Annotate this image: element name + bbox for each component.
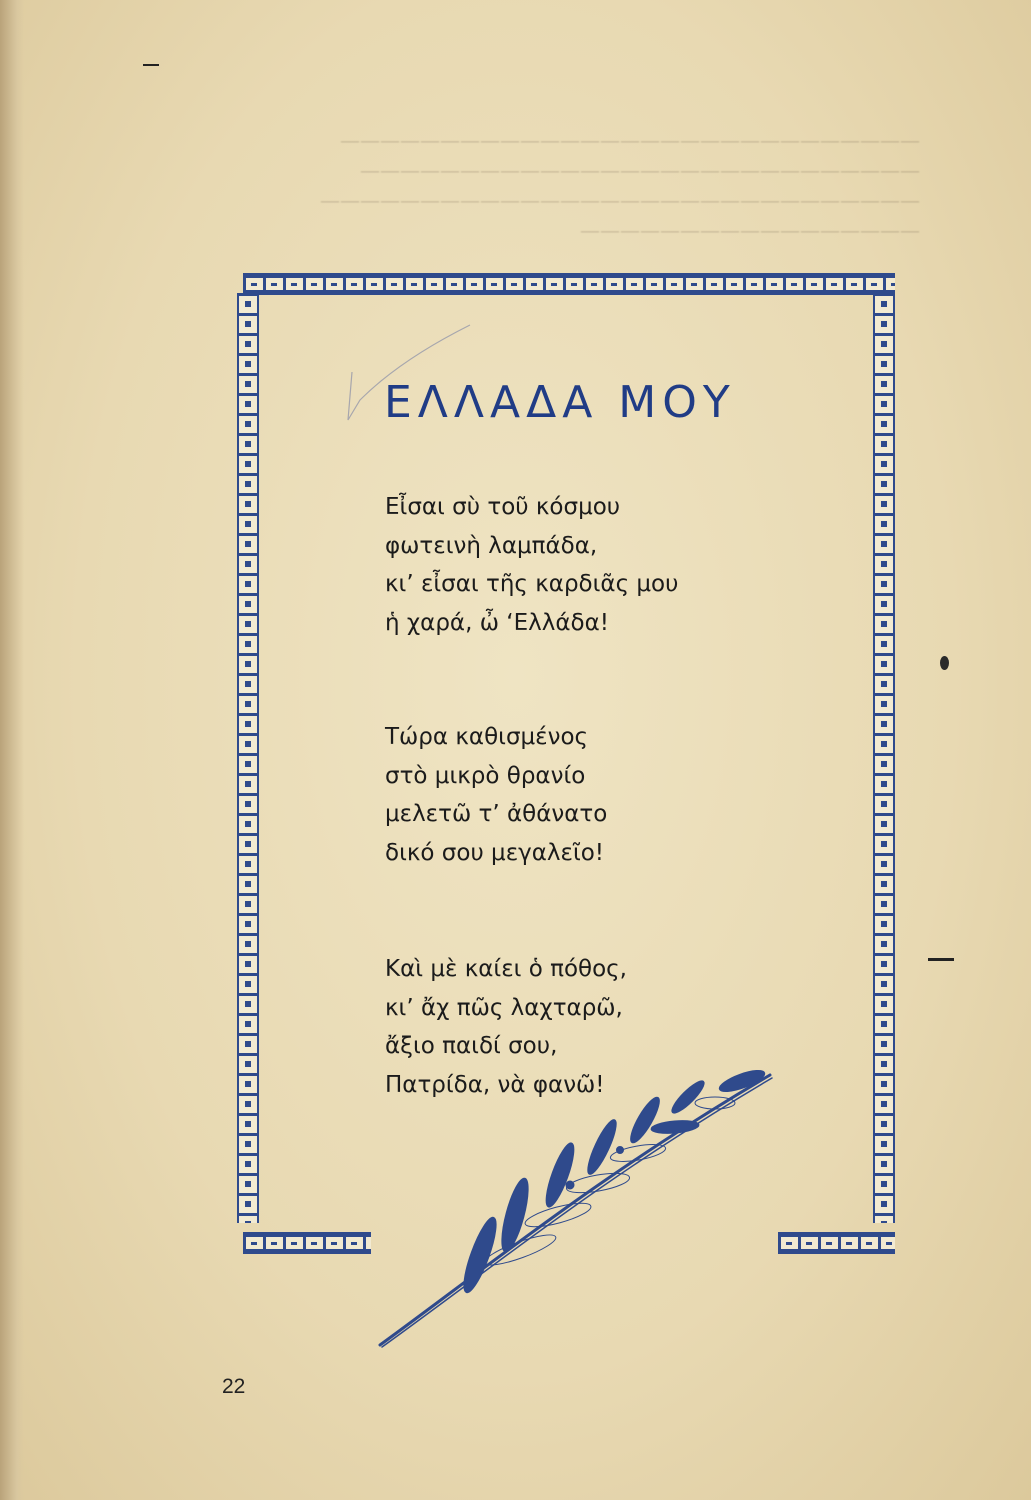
stanza-2	[385, 718, 607, 872]
poem-line: κι’ εἶσαι τῆς καρδιᾶς μου	[385, 571, 679, 597]
poem-line: κι’ ἄχ πῶς λαχταρῶ,	[385, 994, 623, 1021]
stanza-1	[385, 488, 678, 642]
poem-line: δικό σου μεγαλεῖο!	[385, 839, 605, 866]
poem-line: ἄξιο παιδί σου,	[385, 1033, 558, 1059]
poem-title: ΕΛΛΑΔΑ ΜΟΥ	[384, 377, 736, 428]
poem-line: Πατρίδα, νὰ φανῶ!	[385, 1071, 605, 1098]
poem-line: ἡ χαρά, ὦ ‘Ελλάδα!	[385, 609, 609, 636]
poem-line: φωτεινὴ λαμπάδα,	[385, 532, 598, 559]
bleed-through-text: ————————————————————————————— ———————————————————————————— —————————————————————————————— —————————————————	[320, 128, 920, 242]
frame-bottom-right-border	[778, 1232, 895, 1254]
laurel-branch-icon	[370, 1065, 780, 1355]
ink-blot	[940, 656, 949, 670]
ink-mark	[928, 958, 954, 961]
page-number: 22	[222, 1375, 246, 1398]
frame-top-border	[243, 273, 895, 295]
poem-line: Καὶ μὲ καίει ὁ πόθος,	[385, 956, 627, 982]
poem-line: στὸ μικρὸ θρανίο	[385, 762, 586, 789]
frame-left-border	[237, 293, 259, 1223]
binding-edge	[0, 0, 24, 1500]
poem-line: Εἶσαι σὺ τοῦ κόσμου	[385, 494, 621, 520]
poem-line: Τώρα καθισμένος	[385, 724, 589, 750]
poem-line: μελετῶ τ’ ἀθάνατο	[385, 801, 608, 827]
ink-mark	[143, 64, 159, 66]
frame-right-border	[873, 293, 895, 1223]
frame-bottom-left-border	[243, 1232, 371, 1254]
